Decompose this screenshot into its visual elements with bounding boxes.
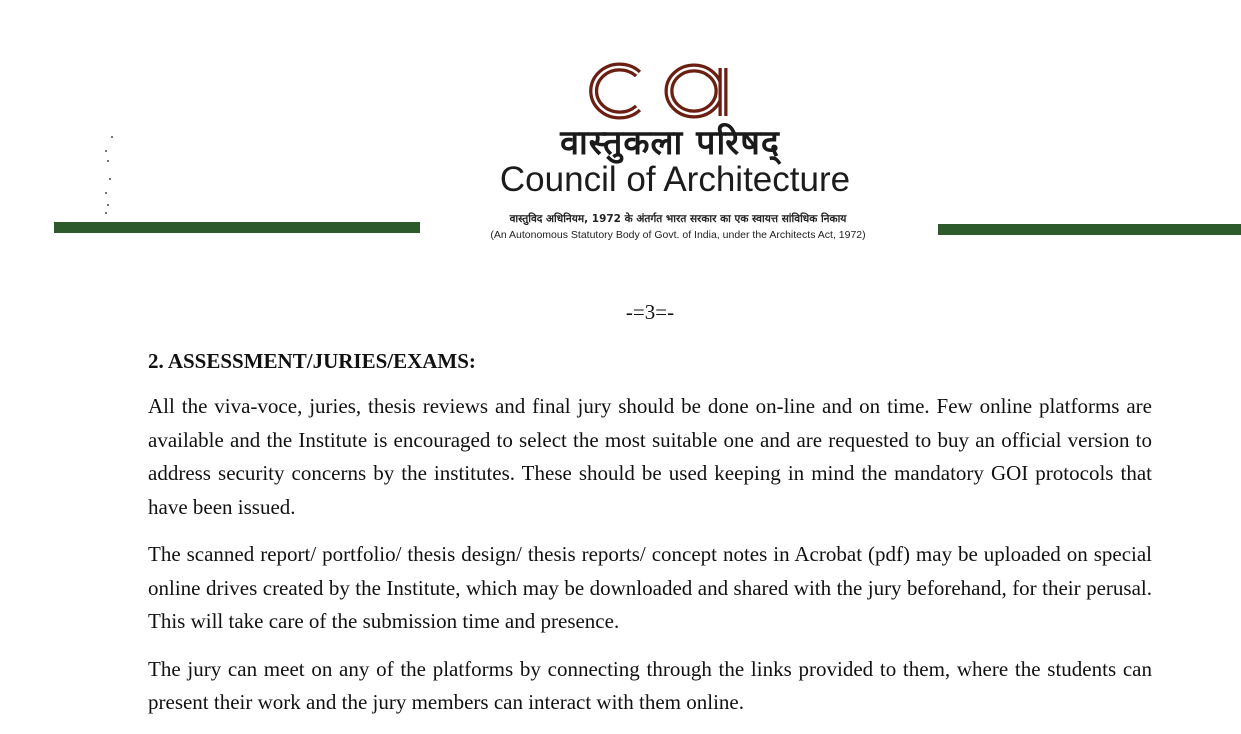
tagline-hindi: वास्तुविद अधिनियम, 1972 के अंतर्गत भारत सरकार का एक स्वायत्त सांविधिक निकाय (509, 213, 847, 225)
paragraph-jury-meeting: The jury can meet on any of the platforms by connecting through the links provided to them, where the students can present their work and the jury members can interact with them online. (148, 656, 1152, 714)
section-heading: 2. ASSESSMENT/JURIES/EXAMS: (148, 349, 476, 373)
letterhead-bar-left (54, 222, 420, 233)
council-logo (586, 60, 736, 122)
council-name-english: Council of Architecture (499, 160, 851, 199)
letterhead-bar-right (938, 224, 1241, 235)
letterhead (0, 0, 1241, 260)
council-name-hindi: वास्तुकला परिषद् (560, 123, 780, 163)
scan-margin-marks (100, 132, 114, 218)
paragraph-online-juries: All the viva-voce, juries, thesis reviews and final jury should be done on-line and on time. Few online platforms are available and the Institute is encouraged to select the most suitable one and are requested to buy an official version to address security concerns by the institutes. These should be used keeping in mind the mandatory GOI protocols that have been issued. (148, 394, 1152, 519)
paragraph-scanned-reports: The scanned report/ portfolio/ thesis design/ thesis reports/ concept notes in Acrobat (pdf) may be uploaded on special online drives created by the Institute, which may be downloaded and shared with the jury beforehand, for their perusal. This will take care of the submission time and presence. (148, 542, 1152, 633)
document-body (148, 346, 1152, 734)
page-number: -=3=- (625, 300, 675, 324)
tagline-english: (An Autonomous Statutory Body of Govt. of India, under the Architects Act, 1972) (490, 229, 866, 241)
